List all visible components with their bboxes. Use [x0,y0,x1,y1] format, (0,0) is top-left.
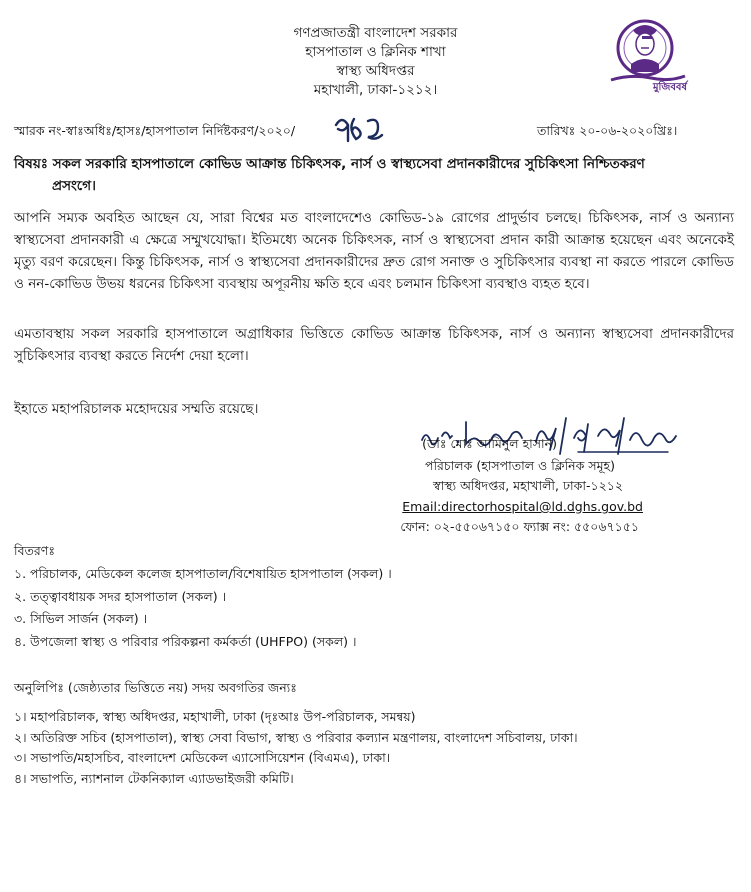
copies-list [14,707,578,789]
copies-item: ৩। সভাপতি/মহাসচিব, বাংলাদেশ মেডিকেল এ্যাসোসিয়েশন (বিএমএ), ঢাকা। [14,750,391,765]
subject-label: বিষয়ঃ [14,156,48,172]
distribution-item: ৩. সিভিল সার্জন (সকল) । [14,611,148,626]
memo-date: তারিখঃ ২০-০৬-২০২০খ্রিঃ। [537,123,678,138]
header-line-1: গণপ্রজাতন্ত্রী বাংলাদেশ সরকার [293,25,458,41]
copies-item: ৪। সভাপতি, ন্যাশনাল টেকনিক্যাল এ্যাডভাইজরী কমিটি। [14,770,294,786]
header-line-4: মহাখালী, ঢাকা-১২১২। [313,82,438,98]
subject-text: সকল সরকারি হাসপাতালে কোভিড আক্রান্ত চিকিৎসক, নার্স ও স্বাস্থ্যসেবা প্রদানকারীদের সুচিকিৎসা নিশ্চিতকরণ [52,156,645,172]
subject-line [14,153,645,176]
signatory-name: (ডাঃ মোঃ আমিনুল হাসান) [422,436,557,451]
distribution-item: ৪. উপজেলা স্বাস্থ্য ও পরিবার পরিকল্পনা কর্মকর্তা (UHFPO) (সকল) । [14,633,357,649]
handwritten-memo-number [332,113,388,143]
distribution-item: ২. তত্ত্বাবধায়ক সদর হাসপাতাল (সকল) । [14,588,227,604]
subject-text-continued: প্রসংগে। [52,178,96,194]
logo-text: মুজিববর্ষ [653,82,688,93]
signatory-email-link[interactable]: Email:directorhospital@ld.dghs.gov.bd [402,499,643,514]
memo-reference: স্মারক নং-স্বাঃঅধিঃ/হাসঃ/হাসপাতাল নির্দিষ্টকরণ/২০২০/ [14,123,296,138]
distribution-heading: বিতরণঃ [14,543,56,558]
body-paragraph-2: এমতাবস্থায় সকল সরকারি হাসপাতালে অগ্রাধিকার ভিত্তিতে কোভিড আক্রান্ত চিকিৎসক, নার্স ও অন্যান্য স্বাস্থ্যসেবা প্রদানকারীদের সুচিকিৎসার ব্যবস্থা করতে নির্দেশ দেয়া হলো। [14,326,734,364]
distribution-item: ১. পরিচালক, মেডিকেল কলেজ হাসপাতাল/বিশেষায়িত হাসপাতাল (সকল) । [14,566,392,581]
signatory-office: স্বাস্থ্য অধিদপ্তর, মহাখালী, ঢাকা-১২১২ [432,478,623,493]
mujib-borsho-logo-icon [603,14,691,94]
signatory-phone: ফোন: ০২-৫৫০৬৭১৫০ ফ্যাক্স নং: ৫৫০৬৭১৫১ [400,519,639,534]
body-paragraph-3: ইহাতে মহাপরিচালক মহোদয়ের সম্মতি রয়েছে। [14,401,259,417]
copies-item: ১। মহাপরিচালক, স্বাস্থ্য অধিদপ্তর, মহাখালী, ঢাকা (দৃঃআঃ উপ-পরিচালক, সমন্বয়) [14,709,416,724]
copies-heading: অনুলিপিঃ (জেষ্ঠ্যতার ভিত্তিতে নয়) সদয় অবগতির জন্যঃ [14,680,297,695]
signatory-title: পরিচালক (হাসপাতাল ও ক্লিনিক সমূহ) [424,458,615,473]
header-line-3: স্বাস্থ্য অধিদপ্তর [336,63,415,79]
header-line-2: হাসপাতাল ও ক্লিনিক শাখা [305,44,446,60]
distribution-list [14,563,392,653]
copies-item: ২। অতিরিক্ত সচিব (হাসপাতাল), স্বাস্থ্য সেবা বিভাগ, স্বাস্থ্য ও পরিবার কল্যান মন্ত্রণালয়, বাংলাদেশ সচিবালয়, ঢাকা। [14,729,578,745]
body-paragraph-1: আপনি সম্যক অবহিত আছেন যে, সারা বিশ্বের মত বাংলাদেশেও কোভিড-১৯ রোগের প্রাদুর্ভাব চলছে। চিকিৎসক, নার্স ও অন্যান্য স্বাস্থ্যসেবা প্রদানকারী এ ক্ষেত্রে সম্মুখযোদ্ধা। ইতিমধ্যে অনেক চিকিৎসক, নার্স ও স্বাস্থ্যসেবা প্রদান কারী আক্রান্ত হয়েছেন এবং অনেকেই মৃত্যু বরণ করেছেন। কিন্তু চিকিৎসক, নার্স ও স্বাস্থ্যসেবা প্রদানকারীদের দ্রুত রোগ সনাক্ত ও সুচিকিৎসার ব্যবস্থা না করতে পারলে কোভিড ও নন-কোভিড উভয় ধরনের চিকিৎসা ব্যবস্থায় অপূরনীয় ক্ষতি হবে এবং চলমান চিকিৎসা ব্যবস্থাও ব্যহত হবে। [14,210,734,292]
